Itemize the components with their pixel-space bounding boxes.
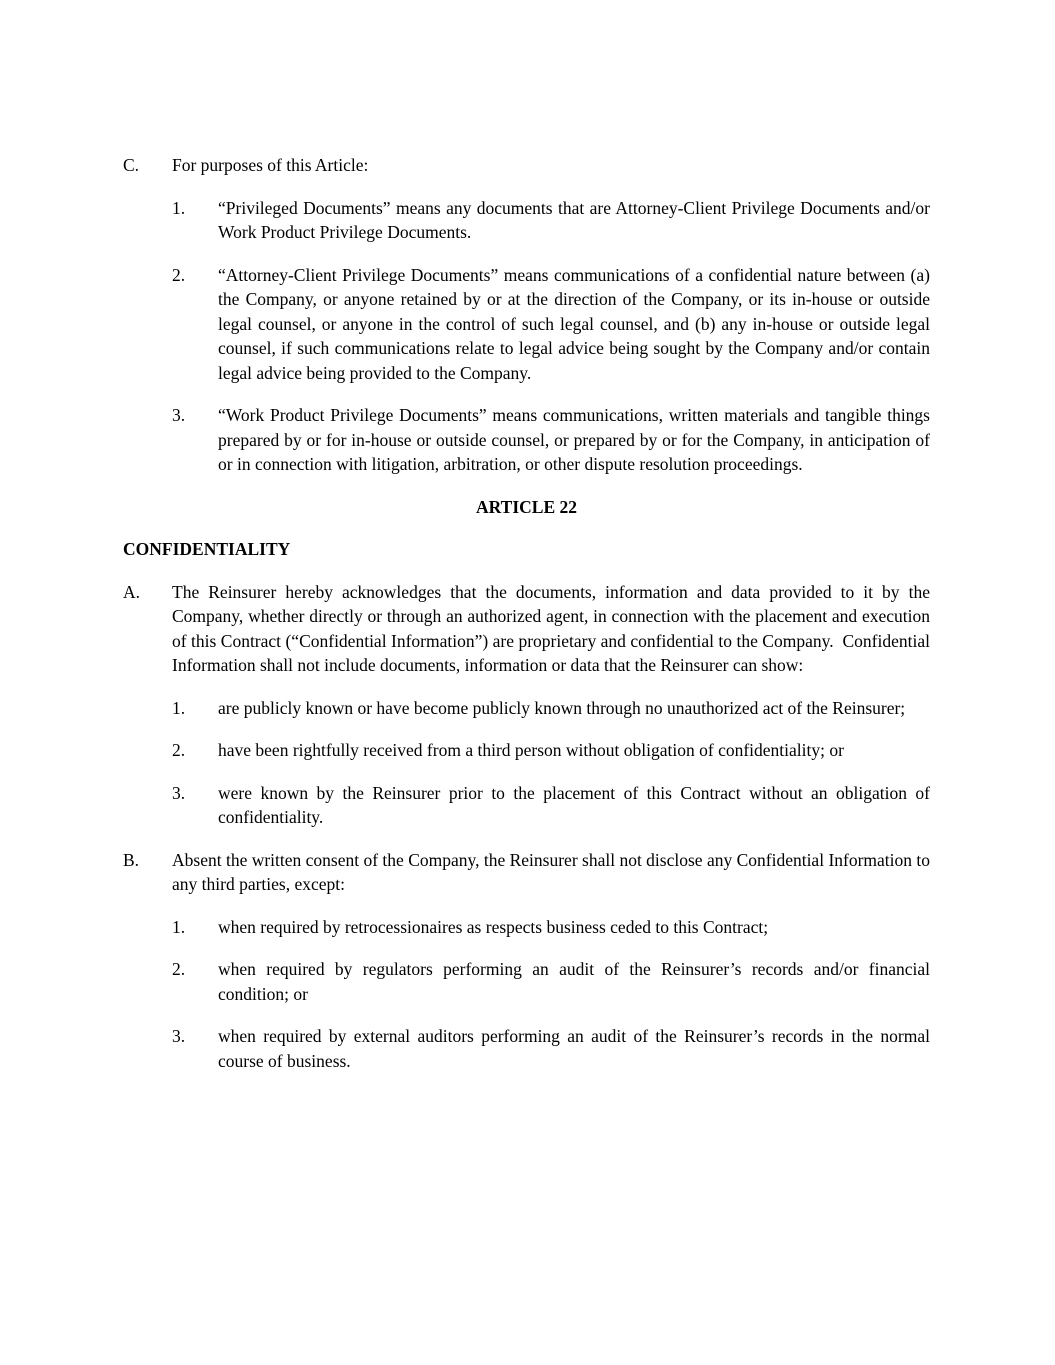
paragraph-b-text: Absent the written consent of the Company, the Reinsurer shall not disclose any Confidential Information to any third parties, except: <box>172 849 931 894</box>
paragraph-b-item-3 <box>172 1024 930 1073</box>
paragraph-a-item-2-label: 2. <box>172 740 186 760</box>
paragraph-c-item-1 <box>172 196 930 245</box>
paragraph-c-item-2 <box>172 263 930 386</box>
paragraph-a-item-1-label: 1. <box>172 697 186 718</box>
paragraph-c-item-3 <box>172 403 930 477</box>
paragraph-c-item-2-label: 2. <box>172 264 186 285</box>
paragraph-a-item-3 <box>172 781 930 830</box>
paragraph-b-item-3-label: 3. <box>172 1026 186 1046</box>
paragraph-b-item-1-label: 1. <box>172 916 186 937</box>
paragraph-c <box>123 153 930 178</box>
paragraph-a-item-3-label: 3. <box>172 782 186 803</box>
paragraph-c-text: For purposes of this Article: <box>172 155 369 175</box>
paragraph-a-item-1-text: are publicly known or have become publicly known through no unauthorized act of the Reinsurer; <box>218 697 906 718</box>
paragraph-b-item-1-text: when required by retrocessionaires as respects business ceded to this Contract; <box>218 916 769 937</box>
confidentiality-heading: CONFIDENTIALITY <box>123 539 291 559</box>
paragraph-b <box>123 848 930 897</box>
paragraph-a-item-1 <box>172 696 930 721</box>
paragraph-a-item-2-text: have been rightfully received from a third person without obligation of confidentiality; or <box>218 740 844 760</box>
paragraph-b-label: B. <box>123 849 140 870</box>
paragraph-b-item-1 <box>172 915 930 940</box>
paragraph-a-item-2 <box>172 738 930 763</box>
paragraph-a-item-3-text: were known by the Reinsurer prior to the placement of this Contract without an obligation of confidentiality. <box>218 782 930 827</box>
paragraph-a-text: The Reinsurer hereby acknowledges that the documents, information and data provided to it by the Company, whether directly or through an authorized agent, in connection with the placement and execution of this Contract (“Confidential Information”) are proprietary and confidential to the Company. Confidential Information shall not include documents, information or data that the Reinsurer can show: <box>172 581 930 675</box>
article-heading: ARTICLE 22 <box>475 496 577 517</box>
paragraph-c-item-2-text: “Attorney-Client Privilege Documents” means communications of a confidential nature between (a) the Company, or anyone retained by or at the direction of the Company, or its in-house or outside legal counsel, or anyone in the control of such legal counsel, and (b) any in-house or outside legal counsel, if such communications relate to legal advice being sought by the Company and/or contain legal advice being provided to the Company. <box>218 264 930 383</box>
paragraph-c-item-1-label: 1. <box>172 197 186 218</box>
paragraph-c-label: C. <box>123 155 140 175</box>
paragraph-b-item-2-text: when required by regulators performing an audit of the Reinsurer’s records and/or financial condition; or <box>218 959 930 1004</box>
paragraph-a-label: A. <box>123 581 141 602</box>
paragraph-c-item-3-text: “Work Product Privilege Documents” means communications, written materials and tangible things prepared by or for in-house or outside counsel, or prepared by or for the Company, in anticipation of or in connection with litigation, arbitration, or other dispute resolution proceedings. <box>218 405 930 474</box>
paragraph-b-item-2 <box>172 957 930 1006</box>
paragraph-c-item-3-label: 3. <box>172 405 186 425</box>
paragraph-b-item-2-label: 2. <box>172 959 186 979</box>
paragraph-c-item-1-text: “Privileged Documents” means any documents that are Attorney-Client Privilege Documents and/or Work Product Privilege Documents. <box>218 197 930 242</box>
paragraph-a <box>123 580 930 678</box>
paragraph-b-item-3-text: when required by external auditors performing an audit of the Reinsurer’s records in the normal course of business. <box>218 1026 930 1071</box>
